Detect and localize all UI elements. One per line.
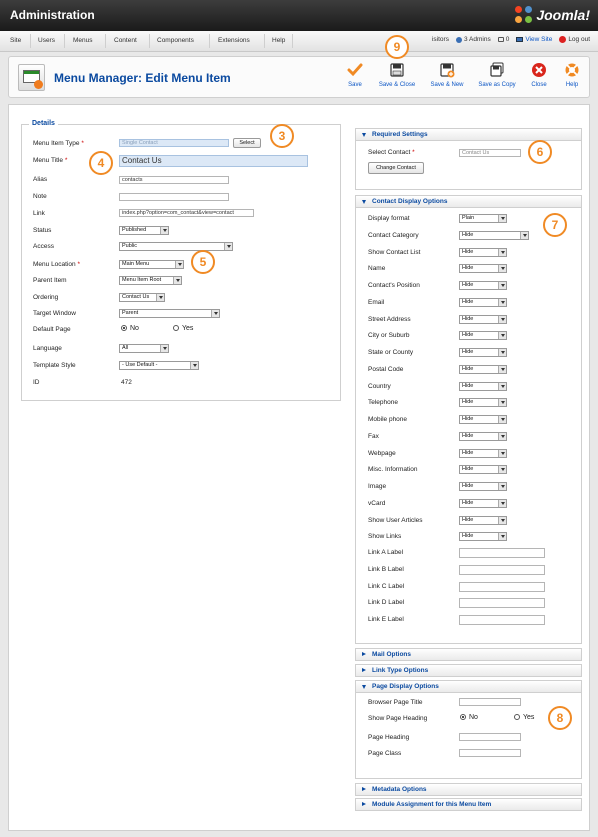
link-field[interactable]: index.php?option=com_contact&view=contact xyxy=(119,209,254,217)
browser-page-title-label: Browser Page Title xyxy=(368,699,423,706)
contact-option-label: Telephone xyxy=(368,399,398,407)
contact-display-panel xyxy=(355,208,582,644)
help-button[interactable]: Help xyxy=(561,62,583,88)
users-icon xyxy=(456,37,462,43)
alias-label: Alias xyxy=(33,176,48,183)
mail-options-header[interactable]: Mail Options xyxy=(355,648,582,661)
contact-option-label: Contact's Position xyxy=(368,282,420,289)
visitors-status: isitors xyxy=(431,36,449,43)
link-label-input[interactable] xyxy=(459,565,545,575)
target-window-select[interactable]: Parent xyxy=(119,309,220,318)
copy-disk-icon xyxy=(489,62,505,78)
callout-9: 9 xyxy=(385,35,409,59)
contact-option-label: Webpage xyxy=(368,449,396,457)
contact-option-label: State or County xyxy=(368,349,414,356)
admin-header xyxy=(0,0,598,31)
menu-location-label: Menu Location * xyxy=(33,261,80,268)
status-bar xyxy=(432,36,590,43)
chevron-down-icon xyxy=(498,500,506,507)
lifebuoy-icon xyxy=(564,62,580,78)
monitor-icon xyxy=(516,37,523,42)
menu-title-input[interactable]: Contact Us xyxy=(119,155,308,167)
status-label: Status xyxy=(33,227,52,234)
contact-option-label: Postal Code xyxy=(368,365,404,373)
contact-option-label: Contact Category xyxy=(368,231,419,239)
menu-content[interactable]: Content xyxy=(114,37,137,44)
required-settings-header[interactable]: Required Settings xyxy=(355,128,582,141)
module-assignment-header[interactable]: Module Assignment for this Menu Item xyxy=(355,798,582,811)
contact-option-label: Show User Articles xyxy=(368,516,423,524)
admins-status: 3 Admins xyxy=(456,36,491,43)
chevron-down-icon xyxy=(498,483,506,490)
contact-option-select[interactable]: Hide xyxy=(459,465,507,474)
save-as-copy-button[interactable]: Save as Copy xyxy=(473,62,521,88)
select-contact-field: Contact Us xyxy=(459,149,521,157)
contact-option-select[interactable]: Hide xyxy=(459,248,507,257)
callout-5: 5 xyxy=(191,250,215,274)
chevron-down-icon xyxy=(498,282,506,289)
contact-option-label: Fax xyxy=(368,432,379,440)
callout-8: 8 xyxy=(548,706,572,730)
default-page-label: Default Page xyxy=(33,326,71,333)
parent-item-select[interactable]: Menu Item Root xyxy=(119,276,182,285)
contact-option-select[interactable]: Hide xyxy=(459,499,507,508)
header-title: Administration xyxy=(10,8,95,22)
callout-6: 6 xyxy=(528,140,552,164)
contact-option-label: Display format xyxy=(368,215,410,222)
main-menubar xyxy=(0,31,598,52)
id-label: ID xyxy=(33,379,40,386)
menu-help[interactable]: Help xyxy=(272,37,286,44)
link-type-options-header[interactable]: Link Type Options xyxy=(355,664,582,677)
triangle-right-icon xyxy=(362,652,366,656)
chevron-down-icon xyxy=(211,310,219,317)
select-type-button[interactable]: Select xyxy=(233,138,261,148)
checkmark-icon xyxy=(347,62,363,78)
menu-users[interactable]: Users xyxy=(38,37,55,44)
joomla-logo-icon xyxy=(515,6,533,24)
contact-option-select[interactable]: Hide xyxy=(459,415,507,424)
details-legend: Details xyxy=(29,120,58,127)
triangle-right-icon xyxy=(362,787,366,791)
menu-title-label: Menu Title * xyxy=(33,157,68,164)
contact-option-label: Name xyxy=(368,265,386,273)
joomla-logo[interactable] xyxy=(515,5,590,25)
contact-option-label: Country xyxy=(368,382,391,390)
access-select[interactable]: Public xyxy=(119,242,233,251)
chevron-down-icon xyxy=(498,349,506,356)
chevron-down-icon xyxy=(175,261,183,268)
language-label: Language xyxy=(33,345,62,352)
menu-location-select[interactable]: Main Menu xyxy=(119,260,184,269)
contact-option-label: Misc. Information xyxy=(368,466,418,474)
access-label: Access xyxy=(33,243,54,250)
select-contact-label: Select Contact * xyxy=(368,149,415,156)
callout-4: 4 xyxy=(89,151,113,175)
template-style-label: Template Style xyxy=(33,362,76,369)
contact-option-select[interactable]: Hide xyxy=(459,398,507,407)
chevron-down-icon xyxy=(498,533,506,540)
floppy-disk-icon xyxy=(389,62,405,78)
page-heading-label: Page Heading xyxy=(368,734,410,741)
contact-option-select[interactable]: Hide xyxy=(459,231,529,240)
chevron-down-icon xyxy=(498,399,506,406)
contact-display-header[interactable]: Contact Display Options xyxy=(355,195,582,208)
triangle-right-icon xyxy=(362,668,366,672)
floppy-disk-plus-icon xyxy=(439,62,455,78)
chevron-down-icon xyxy=(190,362,198,369)
page-class-label: Page Class xyxy=(368,750,402,757)
show-page-heading-label: Show Page Heading xyxy=(368,715,428,722)
chevron-down-icon xyxy=(498,249,506,256)
callout-3: 3 xyxy=(270,124,294,148)
view-site-link[interactable]: View Site xyxy=(516,36,552,43)
menu-item-type-label: Menu Item Type * xyxy=(33,140,84,147)
logout-link[interactable]: Log out xyxy=(559,36,590,43)
chevron-down-icon xyxy=(498,466,506,473)
triangle-down-icon xyxy=(362,685,366,689)
link-label-text: Link C Label xyxy=(368,582,405,590)
contact-option-select[interactable]: Plain xyxy=(459,214,507,223)
contact-option-label: Image xyxy=(368,483,387,490)
default-page-yes[interactable]: Yes xyxy=(173,325,193,332)
link-label-text: Link D Label xyxy=(368,599,405,607)
contact-option-select[interactable]: Hide xyxy=(459,264,507,273)
page-display-header[interactable]: Page Display Options xyxy=(355,680,582,693)
status-select[interactable]: Published xyxy=(119,226,169,235)
alias-input[interactable]: contacts xyxy=(119,176,229,184)
radio-checked-icon xyxy=(121,325,127,331)
contact-option-select[interactable]: Hide xyxy=(459,532,507,541)
ordering-select[interactable]: Contact Us xyxy=(119,293,165,302)
save-new-button[interactable]: Save & New xyxy=(426,62,468,88)
close-icon xyxy=(531,62,547,78)
template-style-select[interactable]: - Use Default - xyxy=(119,361,199,370)
contact-option-select[interactable]: Hide xyxy=(459,315,507,324)
contact-option-select[interactable]: Hide xyxy=(459,348,507,357)
menu-components[interactable]: Components xyxy=(157,37,194,44)
chevron-down-icon xyxy=(498,299,506,306)
page-heading-input[interactable] xyxy=(459,733,521,741)
chevron-down-icon xyxy=(520,232,528,239)
contact-option-select[interactable]: Hide xyxy=(459,482,507,491)
callout-7: 7 xyxy=(543,213,567,237)
ordering-label: Ordering xyxy=(33,294,59,301)
browser-page-title-input[interactable] xyxy=(459,698,521,706)
change-contact-button[interactable]: Change Contact xyxy=(368,162,424,174)
logout-icon xyxy=(559,36,566,43)
page-title: Menu Manager: Edit Menu Item xyxy=(54,71,231,85)
triangle-down-icon xyxy=(362,133,366,137)
chevron-down-icon xyxy=(498,215,506,222)
show-heading-no[interactable]: No xyxy=(460,714,478,721)
contact-option-label: City or Suburb xyxy=(368,332,410,340)
metadata-options-header[interactable]: Metadata Options xyxy=(355,783,582,796)
toolbar xyxy=(8,56,590,98)
message-icon xyxy=(498,37,504,42)
contact-option-label: Show Links xyxy=(368,533,402,541)
link-label-input[interactable] xyxy=(459,548,545,558)
chevron-down-icon xyxy=(160,227,168,234)
chevron-down-icon xyxy=(498,416,506,423)
link-label-text: Link A Label xyxy=(368,549,404,556)
chevron-down-icon xyxy=(498,433,506,440)
save-close-button[interactable]: Save & Close xyxy=(375,62,419,88)
triangle-right-icon xyxy=(362,802,366,806)
chevron-down-icon xyxy=(498,450,506,457)
chevron-down-icon xyxy=(224,243,232,250)
contact-option-label: Email xyxy=(368,298,385,306)
link-label-text: Link B Label xyxy=(368,565,404,573)
radio-checked-icon xyxy=(460,714,466,720)
menu-item-type-field: Single Contact xyxy=(119,139,229,147)
chevron-down-icon xyxy=(498,383,506,390)
target-window-label: Target Window xyxy=(33,310,76,317)
link-label-input[interactable] xyxy=(459,598,545,608)
radio-unchecked-icon xyxy=(514,714,520,720)
contact-option-select[interactable]: Hide xyxy=(459,331,507,340)
id-value: 472 xyxy=(121,379,132,386)
triangle-down-icon xyxy=(362,200,366,204)
joomla-logo-text: Joomla! xyxy=(536,7,590,23)
contact-option-select[interactable]: Hide xyxy=(459,298,507,307)
contact-option-label: Mobile phone xyxy=(368,416,408,423)
menu-site[interactable]: Site xyxy=(10,37,22,44)
default-page-no[interactable]: No xyxy=(121,325,139,332)
chevron-down-icon xyxy=(156,294,164,301)
chevron-down-icon xyxy=(498,332,506,339)
language-select[interactable]: All xyxy=(119,344,169,353)
contact-option-select[interactable]: Hide xyxy=(459,281,507,290)
contact-option-select[interactable]: Hide xyxy=(459,516,507,525)
chevron-down-icon xyxy=(498,517,506,524)
save-button[interactable]: Save xyxy=(343,62,367,88)
parent-item-label: Parent Item xyxy=(33,277,67,284)
link-label-input[interactable] xyxy=(459,582,545,592)
link-label: Link xyxy=(33,210,45,217)
close-button[interactable]: Close xyxy=(527,62,551,88)
radio-unchecked-icon xyxy=(173,325,179,331)
chevron-down-icon xyxy=(498,316,506,323)
page-class-input[interactable] xyxy=(459,749,521,757)
messages-status: 0 xyxy=(498,36,510,43)
contact-option-select[interactable]: Hide xyxy=(459,365,507,374)
contact-option-select[interactable]: Hide xyxy=(459,382,507,391)
chevron-down-icon xyxy=(498,265,506,272)
contact-option-select[interactable]: Hide xyxy=(459,432,507,441)
chevron-down-icon xyxy=(160,345,168,352)
menu-extensions[interactable]: Extensions xyxy=(218,37,250,44)
contact-option-label: vCard xyxy=(368,499,386,507)
menu-menus[interactable]: Menus xyxy=(73,37,93,44)
contact-option-label: Show Contact List xyxy=(368,248,421,256)
note-label: Note xyxy=(33,193,47,200)
note-input[interactable] xyxy=(119,193,229,201)
menu-manager-icon xyxy=(18,64,45,91)
contact-option-select[interactable]: Hide xyxy=(459,449,507,458)
show-heading-yes[interactable]: Yes xyxy=(514,714,534,721)
contact-option-label: Street Address xyxy=(368,315,411,323)
chevron-down-icon xyxy=(173,277,181,284)
link-label-text: Link E Label xyxy=(368,616,404,623)
link-label-input[interactable] xyxy=(459,615,545,625)
chevron-down-icon xyxy=(498,366,506,373)
